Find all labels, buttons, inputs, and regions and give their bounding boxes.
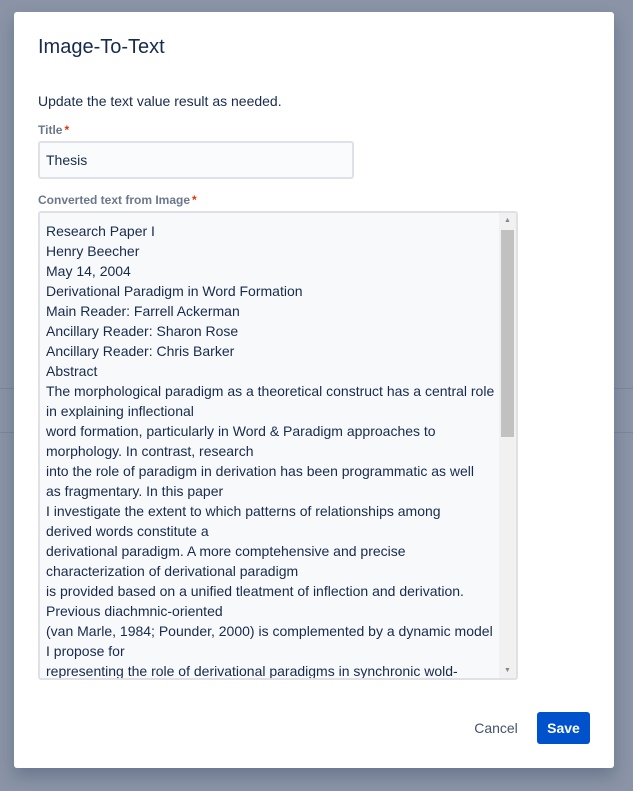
- text-line: Research Paper I: [46, 223, 155, 239]
- scroll-up-icon[interactable]: ▲: [504, 217, 511, 224]
- required-mark: *: [192, 193, 197, 207]
- dialog-description: Update the text value result as needed.: [38, 93, 282, 109]
- text-line: I investigate the extent to which patterns of relationships among: [46, 503, 441, 519]
- text-line: Previous diachmnic-oriented: [46, 603, 223, 619]
- textarea-content[interactable]: [46, 221, 496, 680]
- image-to-text-dialog: [14, 12, 614, 768]
- cancel-button[interactable]: Cancel: [474, 720, 518, 736]
- text-line: Derivational Paradigm in Word Formation: [46, 283, 303, 299]
- scroll-down-icon[interactable]: ▼: [504, 667, 511, 674]
- title-label: [38, 123, 69, 137]
- dialog-title: Image-To-Text: [38, 36, 165, 58]
- text-line: The morphological paradigm as a theoretical construct has a central role: [46, 383, 495, 399]
- text-line: Ancillary Reader: Chris Barker: [46, 343, 235, 359]
- scrollbar-thumb[interactable]: [501, 230, 514, 437]
- text-line: I propose for: [46, 643, 125, 659]
- text-line: Abstract: [46, 363, 98, 379]
- text-line: representing the role of derivational paradigms in synchronic wold-: [46, 663, 458, 679]
- converted-text-label: [38, 193, 197, 207]
- title-input[interactable]: Thesis: [38, 141, 354, 179]
- textarea-scrollbar[interactable]: [499, 213, 516, 678]
- text-line: Henry Beecher: [46, 243, 140, 259]
- required-mark: *: [64, 123, 70, 137]
- text-line: into the role of paradigm in derivation has been programmatic as well: [46, 463, 475, 479]
- text-line: characterization of derivational paradigm: [46, 563, 299, 579]
- converted-text-label-text: Converted text from Image: [38, 193, 191, 207]
- text-line: as fragmentary. In this paper: [46, 483, 224, 499]
- text-line: derivational paradigm. A more comptehensive and precise: [46, 543, 406, 559]
- save-button[interactable]: Save: [537, 712, 590, 744]
- text-line: in explaining inflectional: [46, 403, 194, 419]
- text-line: Ancillary Reader: Sharon Rose: [46, 323, 239, 339]
- text-line: morphology. In contrast, research: [46, 443, 254, 459]
- text-line: derived words constitute a: [46, 523, 209, 539]
- text-line: word formation, particularly in Word & Paradigm approaches to: [46, 423, 436, 439]
- text-line: is provided based on a unified tleatment of inflection and derivation.: [46, 583, 464, 599]
- title-label-text: Title: [38, 123, 63, 137]
- text-line: May 14, 2004: [46, 263, 131, 279]
- text-line: Main Reader: Farrell Ackerman: [46, 303, 240, 319]
- converted-text-textarea[interactable]: [38, 211, 518, 680]
- text-line: (van Marle, 1984; Pounder, 2000) is complemented by a dynamic model: [46, 623, 493, 639]
